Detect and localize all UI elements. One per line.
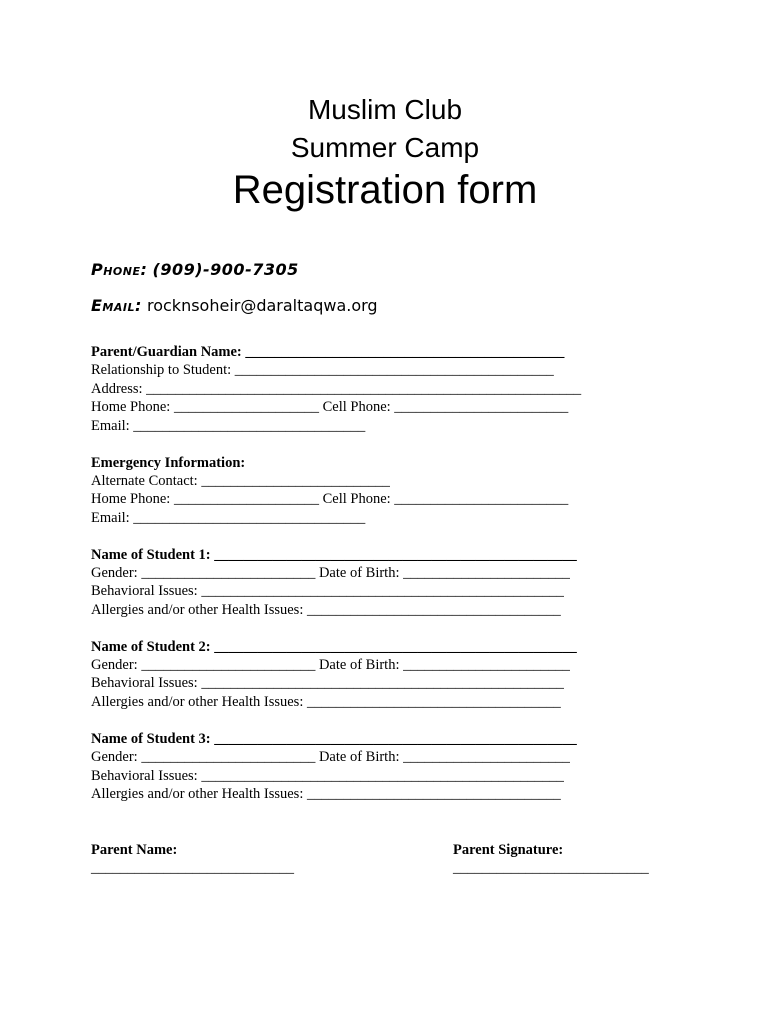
parent-signature-label: Parent Signature:: [453, 842, 564, 858]
parent-signature-line[interactable]: ___________________________: [453, 860, 649, 876]
student-3-allergies-field[interactable]: Allergies and/or other Health Issues: ___________________________________: [91, 786, 561, 802]
relationship-field[interactable]: Relationship to Student: ____________________________________________: [91, 362, 554, 378]
student-3-behavioral-field[interactable]: Behavioral Issues: __________________________________________________: [91, 768, 564, 784]
parent-name-label: Parent Name:: [91, 842, 178, 858]
phone-value: (909)-900-7305: [152, 260, 299, 279]
student-1-behavioral-field[interactable]: Behavioral Issues: __________________________________________________: [91, 583, 564, 599]
phone-contact: [91, 260, 299, 279]
student-1-name-field[interactable]: Name of Student 1: __________________________________________________: [91, 547, 577, 563]
parent-phones-field[interactable]: Home Phone: ____________________ Cell Phone: ________________________: [91, 399, 569, 415]
emergency-phones-field[interactable]: Home Phone: ____________________ Cell Phone: ________________________: [91, 491, 569, 507]
emergency-email-field[interactable]: Email: ________________________________: [91, 510, 366, 526]
student-2-name-field[interactable]: Name of Student 2: __________________________________________________: [91, 639, 577, 655]
student-3-name-field[interactable]: Name of Student 3: __________________________________________________: [91, 731, 577, 747]
email-contact: [91, 296, 378, 315]
guardian-name-field[interactable]: Parent/Guardian Name: ____________________________________________: [91, 344, 565, 360]
email-value: rocknsoheir@daraltaqwa.org: [146, 296, 378, 315]
student-1-allergies-field[interactable]: Allergies and/or other Health Issues: ___________________________________: [91, 602, 561, 618]
address-field[interactable]: Address: ____________________________________________________________: [91, 381, 582, 397]
page-title: Registration form: [232, 168, 538, 212]
title-line-1: Muslim Club: [307, 94, 463, 125]
email-label: Email:: [91, 296, 142, 315]
student-2-allergies-field[interactable]: Allergies and/or other Health Issues: ___________________________________: [91, 694, 561, 710]
title-line-2: Summer Camp: [290, 132, 480, 163]
parent-name-line[interactable]: ____________________________: [91, 860, 294, 876]
student-2-gender-dob-field[interactable]: Gender: ________________________ Date of Birth: _______________________: [91, 657, 570, 673]
student-1-gender-dob-field[interactable]: Gender: ________________________ Date of Birth: _______________________: [91, 565, 570, 581]
alternate-contact-field[interactable]: Alternate Contact: __________________________: [91, 473, 390, 489]
phone-label: Phone:: [91, 260, 148, 279]
emergency-heading: Emergency Information:: [91, 455, 246, 471]
student-2-behavioral-field[interactable]: Behavioral Issues: __________________________________________________: [91, 675, 564, 691]
student-3-gender-dob-field[interactable]: Gender: ________________________ Date of Birth: _______________________: [91, 749, 570, 765]
parent-email-field[interactable]: Email: ________________________________: [91, 418, 366, 434]
